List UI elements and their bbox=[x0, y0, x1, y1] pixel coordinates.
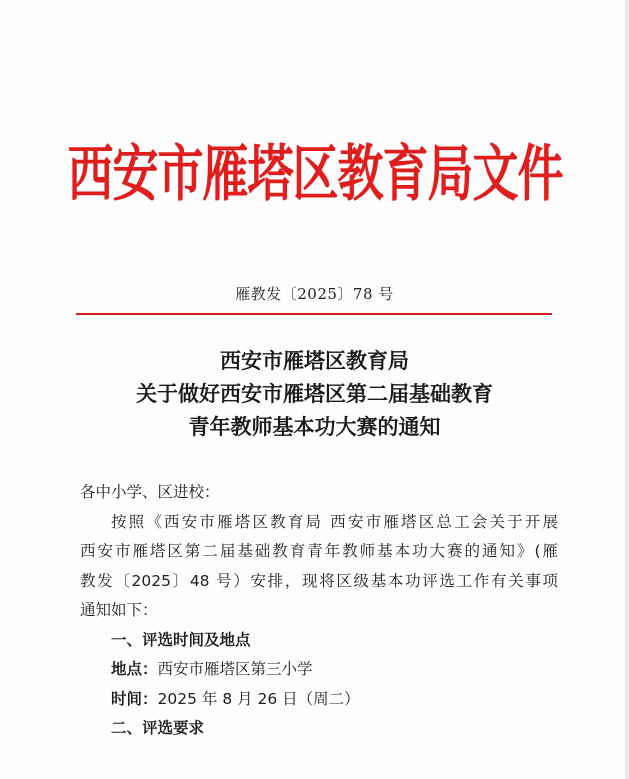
paragraph-line-4: 通知如下： bbox=[80, 601, 158, 619]
location-label: 地点： bbox=[111, 660, 158, 678]
time-value: 2025 年 8 月 26 日（周二） bbox=[157, 689, 360, 708]
document-masthead: 西安市雁塔区教育局文件 bbox=[67, 137, 563, 210]
salutation: 各中小学、区进校： bbox=[80, 483, 220, 501]
notice-title-line-2: 关于做好西安市雁塔区第二届基础教育 bbox=[136, 381, 493, 406]
document-number: 雁教发〔2025〕78 号 bbox=[235, 285, 394, 303]
notice-body bbox=[80, 478, 558, 744]
notice-title-line-3: 青年教师基本功大赛的通知 bbox=[188, 414, 441, 439]
page-edge-shadow bbox=[625, 0, 629, 779]
paragraph-line-1: 按照《西安市雁塔区教育局 西安市雁塔区总工会关于开展 bbox=[111, 512, 558, 531]
red-separator-line bbox=[76, 313, 552, 315]
section-1-heading: 一、评选时间及地点 bbox=[111, 630, 251, 649]
notice-title bbox=[0, 344, 629, 443]
paragraph-line-2: 西安市雁塔区第二届基础教育青年教师基本功大赛的通知》(雁 bbox=[80, 542, 558, 560]
time-row bbox=[80, 685, 558, 715]
location-row bbox=[80, 655, 558, 685]
time-label: 时间： bbox=[111, 689, 158, 708]
section-2-heading: 二、评选要求 bbox=[111, 719, 205, 737]
notice-title-line-1: 西安市雁塔区教育局 bbox=[220, 348, 409, 373]
location-value: 西安市雁塔区第三小学 bbox=[157, 660, 313, 678]
paragraph-line-3: 教发〔2025〕48 号）安排，现将区级基本功评选工作有关事项 bbox=[80, 571, 558, 590]
